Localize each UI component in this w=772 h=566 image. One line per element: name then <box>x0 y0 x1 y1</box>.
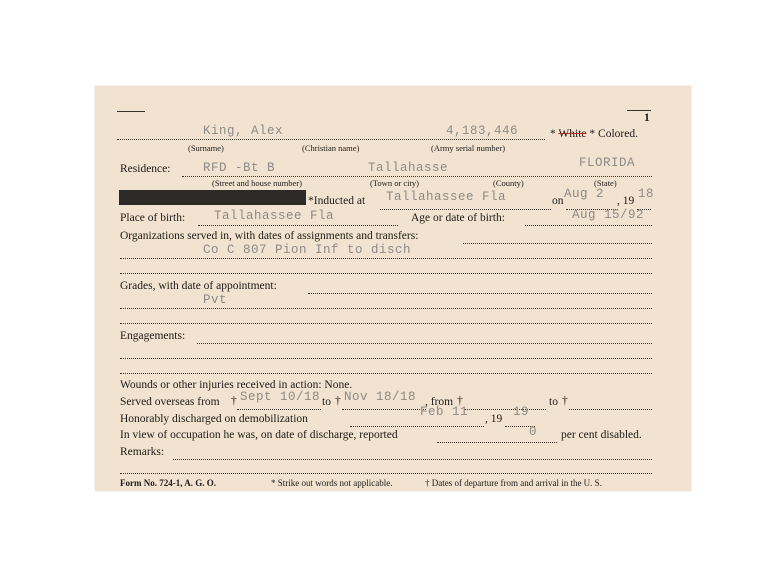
overseas-to-date: Nov 18/18 <box>344 390 417 404</box>
inducted-place-line <box>380 209 551 210</box>
overseas-from-line <box>237 409 321 410</box>
surname-caption: (Surname) <box>188 143 224 153</box>
birthplace-label: Place of birth: <box>120 212 186 224</box>
inducted-label: *Inducted at <box>308 195 366 207</box>
birthplace: Tallahassee Fla <box>214 209 335 223</box>
second-from-line <box>464 409 546 410</box>
birthdate: Aug 15/92 <box>572 208 645 222</box>
county-caption: (County) <box>493 178 524 188</box>
overseas-to-label: to <box>322 396 331 408</box>
discharge-date: Feb 11 <box>420 405 469 419</box>
service-record-card <box>95 86 691 491</box>
discharge-year: 19 <box>513 405 530 419</box>
footnote-strike: * Strike out words not applicable. <box>271 478 393 488</box>
residence-street: RFD -Bt B <box>203 161 276 175</box>
grades-label: Grades, with date of appointment: <box>120 280 277 292</box>
overseas-from-date: Sept 10/18 <box>240 390 321 404</box>
second-to-line <box>569 409 652 410</box>
inducted-place: Tallahassee Fla <box>386 190 507 204</box>
street-caption: (Street and house number) <box>212 178 302 188</box>
birthdate-line <box>525 225 652 226</box>
organizations-label: Organizations served in, with dates of assignments and transfers: <box>120 230 419 242</box>
name-line <box>117 139 545 140</box>
second-to-dagger: † <box>562 395 568 407</box>
serial-caption: (Army serial number) <box>431 143 506 153</box>
race-white-struck: White <box>558 128 587 140</box>
top-left-mark <box>117 111 145 112</box>
form-number: Form No. 724-1, A. G. O. <box>120 478 216 488</box>
overseas-to-line <box>342 409 426 410</box>
page-number: 1 <box>644 112 650 124</box>
inducted-date: Aug 2 <box>564 187 605 201</box>
engagements-line-3 <box>120 373 652 374</box>
organizations-value: Co C 807 Pion Inf to disch <box>203 243 412 257</box>
residence-label: Residence: <box>120 163 171 175</box>
disabled-percent: 0 <box>529 425 538 439</box>
organizations-line-3 <box>120 273 652 274</box>
discharge-date-line <box>350 426 484 427</box>
grades-value: Pvt <box>203 293 228 307</box>
remarks-label: Remarks: <box>120 446 165 458</box>
town-caption: (Town or city) <box>370 178 419 188</box>
remarks-line-1 <box>173 459 652 460</box>
organizations-line-1 <box>463 243 652 244</box>
second-from-label: , from <box>425 396 454 408</box>
disabled-suffix: per cent disabled. <box>561 429 642 441</box>
engagements-label: Engagements: <box>120 330 186 342</box>
remarks-line-2 <box>120 473 652 474</box>
age-label: Age or date of birth: <box>411 212 505 224</box>
inducted-year-prefix: , 19 <box>617 195 635 207</box>
grades-line-2 <box>120 308 652 309</box>
soldier-name: King, Alex <box>203 124 284 138</box>
christian-name-caption: (Christian name) <box>302 143 360 153</box>
overseas-from-dagger: † <box>231 395 237 407</box>
birthplace-line <box>198 225 398 226</box>
overseas-to-dagger: † <box>335 395 341 407</box>
residence-line <box>182 176 652 177</box>
grades-line-1 <box>308 293 652 294</box>
wounds-label: Wounds or other injuries received in action: None. <box>120 379 353 391</box>
army-serial-number: 4,183,446 <box>446 124 519 138</box>
discharge-label: Honorably discharged on demobilization <box>120 413 308 425</box>
grades-line-3 <box>120 323 652 324</box>
residence-town: Tallahasse <box>368 161 449 175</box>
race-marker: * White * Colored. <box>550 128 638 140</box>
disabled-line <box>437 442 557 443</box>
race-colored: * Colored. <box>589 128 638 140</box>
engagements-line-2 <box>120 358 652 359</box>
occupation-label: In view of occupation he was, on date of discharge, reported <box>120 429 398 441</box>
top-right-mark <box>627 110 651 111</box>
overseas-label: Served overseas from <box>120 396 220 408</box>
redaction-bar <box>119 190 306 205</box>
on-label: on <box>552 195 564 207</box>
second-to-label: to <box>549 396 558 408</box>
engagements-line-1 <box>197 343 652 344</box>
state-caption: (State) <box>594 178 617 188</box>
residence-state: FLORIDA <box>579 156 636 170</box>
inducted-year: 18 <box>638 187 655 201</box>
footnote-dates: † Dates of departure from and arrival in the U. S. <box>425 478 602 488</box>
discharge-year-prefix: , 19 <box>485 413 503 425</box>
organizations-line-2 <box>120 258 652 259</box>
second-from-dagger: † <box>457 395 463 407</box>
